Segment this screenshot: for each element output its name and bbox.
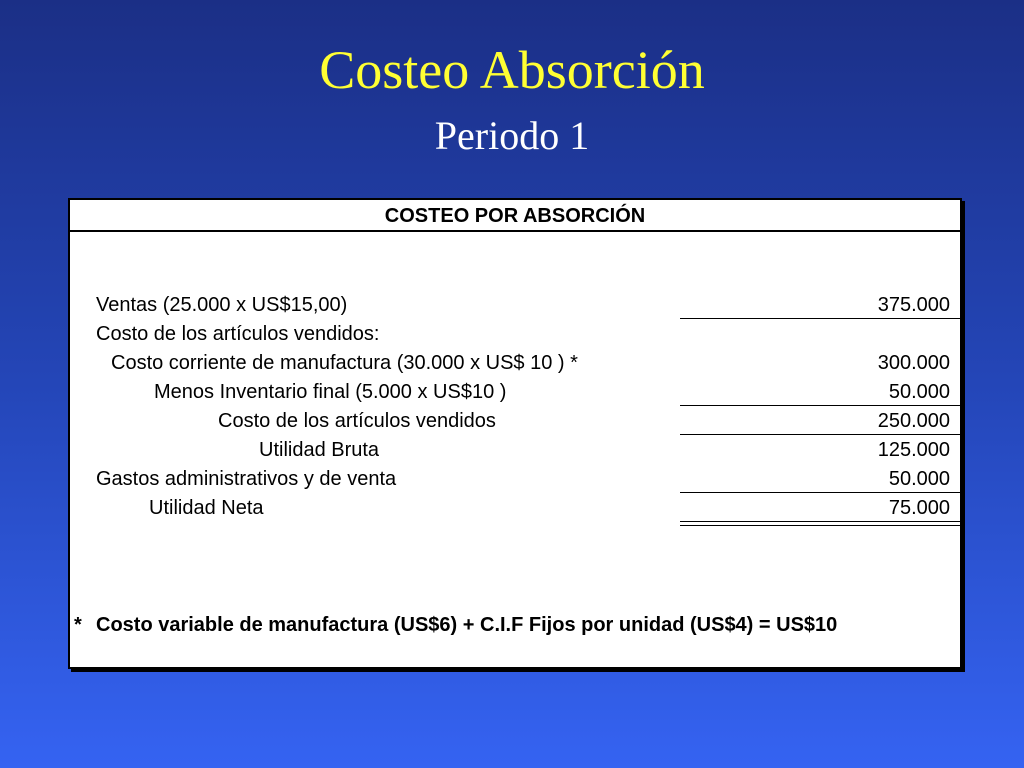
row-label: Costo de los artículos vendidos [218, 410, 496, 432]
table-row [70, 320, 960, 349]
row-amount: 375.000 [877, 294, 950, 316]
row-label: Costo corriente de manufactura (30.000 x US$ 10 ) * [111, 352, 578, 374]
table-row [70, 407, 960, 436]
row-amount: 125.000 [877, 439, 950, 461]
row-label: Costo de los artículos vendidos: [96, 323, 380, 345]
row-amount: 300.000 [877, 352, 950, 374]
table-row [70, 494, 960, 523]
income-statement-table [68, 198, 962, 669]
table-row [70, 378, 960, 407]
slide-title: Costeo Absorción [319, 40, 705, 100]
footnote-marker: * [74, 614, 82, 636]
underline [680, 318, 962, 319]
table-row [70, 291, 960, 320]
double-underline-bottom [680, 525, 962, 526]
table-header: COSTEO POR ABSORCIÓN [70, 200, 960, 232]
underline [680, 492, 962, 493]
underline [680, 405, 962, 406]
footnote [70, 611, 960, 640]
table-row [70, 349, 960, 378]
row-amount: 75.000 [888, 497, 950, 519]
table-row [70, 436, 960, 465]
row-amount: 50.000 [888, 381, 950, 403]
double-underline-top [680, 521, 962, 522]
row-label: Menos Inventario final (5.000 x US$10 ) [154, 381, 507, 403]
row-label: Gastos administrativos y de venta [96, 468, 397, 490]
row-label: Ventas (25.000 x US$15,00) [96, 294, 348, 316]
underline [680, 434, 962, 435]
row-amount: 250.000 [877, 410, 950, 432]
row-amount: 50.000 [888, 468, 950, 490]
footnote-text: Costo variable de manufactura (US$6) + C.I.F Fijos por unidad (US$4) = US$10 [96, 614, 838, 636]
row-label: Utilidad Bruta [259, 439, 380, 461]
row-label: Utilidad Neta [149, 497, 264, 519]
slide-subtitle: Periodo 1 [434, 113, 590, 158]
table-row [70, 465, 960, 494]
